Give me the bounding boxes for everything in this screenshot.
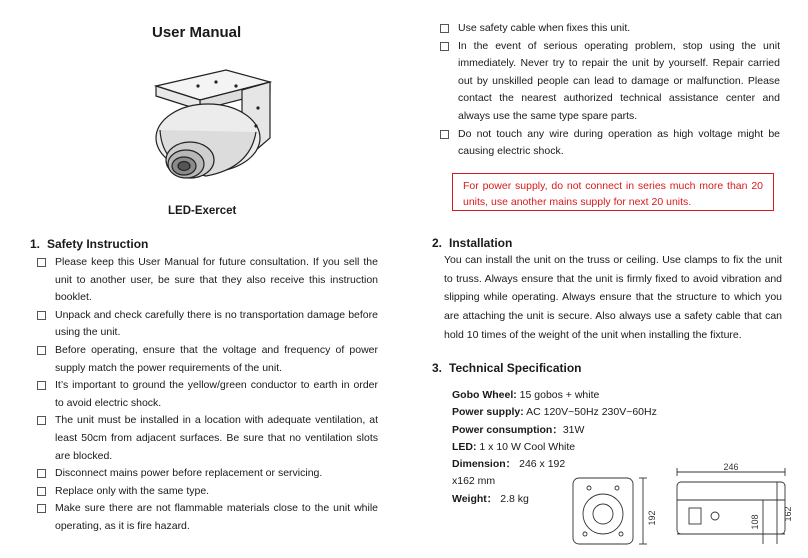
- spec-label: Dimension：: [452, 458, 517, 471]
- list-item: [440, 38, 780, 126]
- spec-value: 31W: [562, 423, 585, 436]
- installation-paragraph: You can install the unit on the truss or ceiling. Use clamps to fix the unit to truss. Always ensure that the unit is firmly fixed to avoid vibration and slipping while operating. Always ensure that the structure to which you are attaching the unit is secure. Also always use a safety cable that can hold 10 times of the weight of the unit when installing the fixture.: [444, 254, 782, 341]
- spec-label: Gobo Wheel:: [452, 389, 517, 401]
- list-item: [37, 254, 378, 307]
- checkbox-bullet-icon: [37, 346, 46, 355]
- list-item: [37, 342, 378, 377]
- list-item: [37, 377, 378, 412]
- checkbox-bullet-icon: [37, 311, 46, 320]
- list-item-text: Do not touch any wire during operation as high voltage might be causing electric shock.: [458, 127, 780, 158]
- section-title: Technical Specification: [449, 361, 582, 375]
- spec-value: 1 x 10 W Cool White: [476, 440, 576, 453]
- list-item-text: It’s important to ground the yellow/green conductor to earth in order to avoid electric shock.: [55, 379, 378, 409]
- list-item-text: Make sure there are not flammable materials close to the unit while operating, as it is fire hazard.: [55, 502, 378, 532]
- list-item-text: In the event of serious operating problem, stop using the unit immediately. Never try to repair the unit by yourself. Repair carried out by unskilled people can lead to damage or malfunction. Please contact the nearest authorized technical assistance center and always use the same type spare parts.: [458, 39, 780, 122]
- checkbox-bullet-icon: [440, 24, 449, 33]
- spec-label: LED:: [452, 440, 477, 453]
- checkbox-bullet-icon: [37, 416, 46, 425]
- list-item: [37, 483, 378, 501]
- section-title: Safety Instruction: [47, 237, 149, 251]
- list-item-text: Replace only with the same type.: [55, 484, 210, 497]
- checkbox-bullet-icon: [440, 42, 449, 51]
- spec-label: Power consumption：: [452, 423, 563, 436]
- list-item: [37, 412, 378, 465]
- page-title: User Manual: [152, 24, 242, 41]
- safety-list-continued: [440, 20, 780, 161]
- section-number: 3.: [432, 361, 443, 375]
- checkbox-bullet-icon: [37, 487, 46, 496]
- section-title: Installation: [449, 236, 513, 250]
- list-item: [440, 126, 780, 161]
- spec-row: [452, 439, 657, 456]
- section-heading-installation: [432, 236, 512, 250]
- checkbox-bullet-icon: [440, 130, 449, 139]
- list-item: [440, 20, 780, 38]
- dim-base-label: 108: [750, 514, 760, 530]
- list-item: [37, 500, 378, 535]
- spec-value: AC 120V~50Hz 230V~60Hz: [523, 406, 657, 419]
- spec-value: 15 gobos + white: [516, 389, 600, 401]
- list-item-text: Use safety cable when fixes this unit.: [458, 22, 631, 34]
- list-item-text: Disconnect mains power before replacement or servicing.: [55, 467, 323, 480]
- list-item-text: Unpack and check carefully there is no transportation damage before using the unit.: [55, 308, 378, 339]
- power-supply-warning: For power supply, do not connect in series much more than 20 units, use another mains supply for next 20 units.: [452, 173, 774, 211]
- spec-label: Weight：: [452, 492, 498, 505]
- spec-row: [452, 422, 657, 439]
- list-item: [37, 465, 378, 483]
- list-item-text: Please keep this User Manual for future consultation. If you sell the unit to another user, be sure that they also receive this instruction booklet.: [55, 256, 378, 304]
- spec-row: [452, 404, 657, 421]
- dimension-diagram: [565, 460, 795, 550]
- spec-value: x162 mm: [452, 475, 496, 488]
- checkbox-bullet-icon: [37, 504, 46, 513]
- checkbox-bullet-icon: [37, 469, 46, 478]
- section-number: 2.: [432, 236, 443, 250]
- list-item-text: Before operating, ensure that the voltage and frequency of power supply match the power requirements of the unit.: [55, 343, 378, 374]
- dim-width-label: 246: [723, 462, 739, 472]
- section-heading-safety: [30, 237, 148, 251]
- spec-row: [452, 387, 657, 404]
- product-image: [138, 68, 278, 198]
- safety-list: [37, 254, 378, 536]
- checkbox-bullet-icon: [37, 258, 46, 267]
- product-name: LED-Exercet: [168, 205, 237, 217]
- dim-side-height-label: 162: [783, 506, 793, 522]
- list-item-text: The unit must be installed in a location with adequate ventilation, at least 50cm from adjacent surfaces. Be sure that no ventilation slots are blocked.: [55, 414, 378, 462]
- section-heading-specs: [432, 361, 581, 375]
- spec-value: 246 x 192: [516, 458, 566, 471]
- checkbox-bullet-icon: [37, 381, 46, 390]
- spec-label: Power supply:: [452, 406, 524, 419]
- spec-value: 2.8 kg: [497, 492, 529, 505]
- dim-front-height-label: 192: [647, 510, 657, 526]
- section-number: 1.: [30, 237, 41, 251]
- list-item: [37, 307, 378, 342]
